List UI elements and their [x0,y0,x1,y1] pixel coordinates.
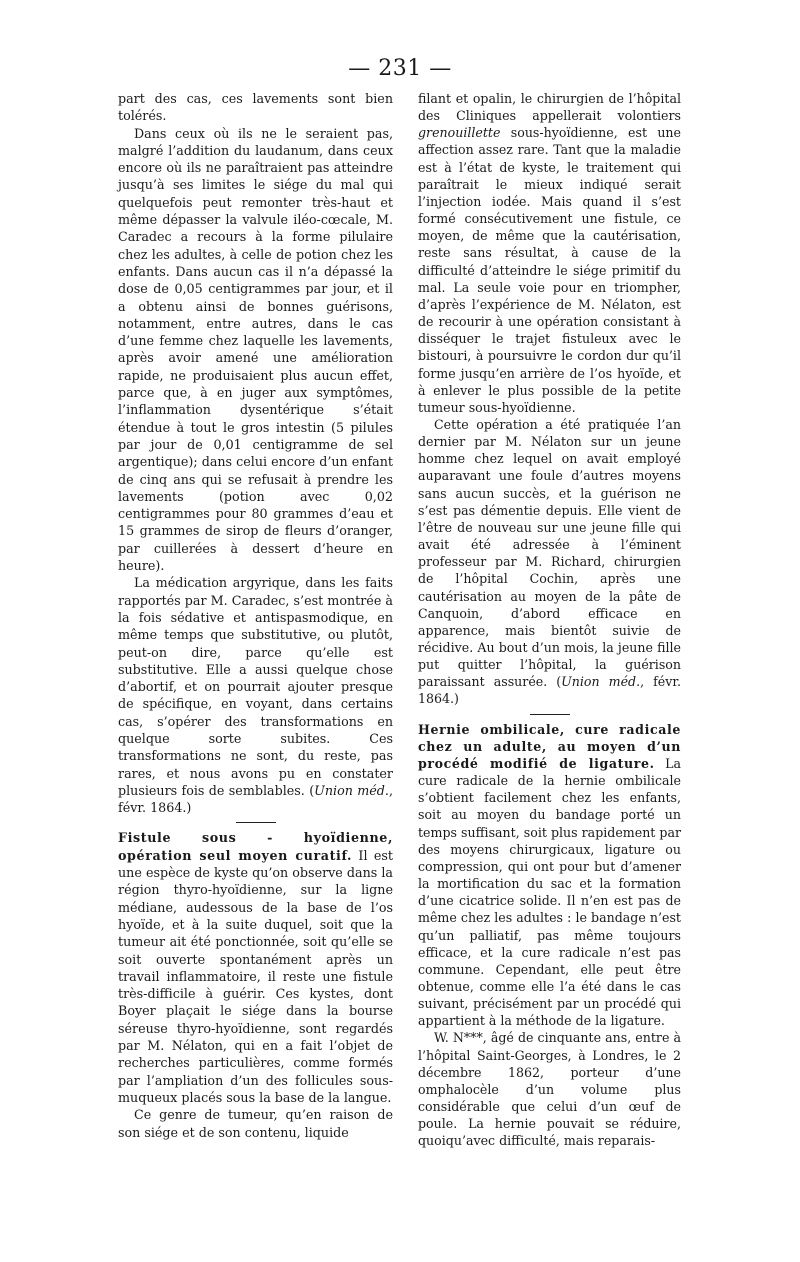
paragraph [418,721,681,1030]
paragraph: Ce genre de tumeur, qu’en raison de son siége et de son contenu, liquide [118,1107,393,1140]
paragraph-text: sous-hyoïdienne, est une affection assez rare. Tant que la maladie est à l’état de kyste, le traitement qui paraîtrait le mieux indiqué serait l’injection iodée. Mais quand il s’est formé consécutivement une fistule, ce moyen, de même que la cautérisation, reste sans résultat, à cause de la difficulté d’atteindre le siége primitif du mal. La seule voie pour en triompher, d’après l’expérience de M. Nélaton, est de recourir à une opération consistant à disséquer le trajet fistuleux avec le bistouri, à poursuivre le cordon dur qu’il forme jusqu’en arrière de l’os hyoïde, et à enlever le plus possible de la petite tumeur sous-hyoïdienne. [418,125,681,415]
section-heading: Hernie ombilicale, cure radicale chez un adulte, au moyen d’un procédé modifié de ligature. [418,721,681,771]
journal-source: Union méd. [314,782,389,798]
paragraph: part des cas, ces lavements sont bien tolérés. [118,91,393,124]
paragraph [418,416,681,708]
citation-date: , févr. 1864.) [118,782,393,816]
italic-term: grenouillette [418,125,501,141]
page-number: — 231 — [348,56,452,81]
paragraph-text: La médication argyrique, dans les faits rapportés par M. Caradec, s’est montrée à la fois sédative et antispasmodique, en même temps que substitutive, ou plutôt, peut-on dire, parce qu’elle est substitutive. Elle a aussi quelque chose d’abortif, et on pourrait ajouter presque de spécifique, en voyant, dans certains cas, s’opérer des transformations en quelque sorte subites. Ces transformations ne sont, du reste, pas rares, et nous avons pu en constater plusieurs fois de semblables. ( [118,575,393,798]
section-heading: Fistule sous - hyoïdienne, opération seul moyen curatif. [118,830,393,863]
paragraph: W. N***, âgé de cinquante ans, entre à l’hôpital Saint-Georges, à Londres, le 2 décembre 1862, porteur d’une omphalocèle d’un volume plus considérable que celui d’un œuf de poule. La hernie pouvait se réduire, quoiqu’avec difficulté, mais reparais- [418,1030,681,1149]
paragraph [118,829,393,1106]
paragraph-text: filant et opalin, le chirurgien de l’hôpital des Cliniques appellerait volontiers [418,91,681,124]
paragraph [118,574,393,816]
journal-source: Union méd. [561,674,641,690]
citation-date: , févr. 1864.) [418,674,681,707]
paragraph-text: Il est une espèce de kyste qu’on observe dans la région thyro-hyoïdienne, sur la ligne médiane, audessous de la base de l’os hyoïde, et à la suite duquel, soit que la tumeur ait été ponctionnée, soit qu’elle se soit ouverte spontanément après un travail inflammatoire, il reste une fistule très-difficile à guérir. Ces kystes, dont Boyer plaçait le siége dans la bourse séreuse thyro-hyoïdienne, sont regardés par M. Nélaton, qui en a fait l’objet de recherches particulières, comme formés par l’ampliation d’un des follicules sous-muqueux placés sous la base de la langue. [118,847,393,1105]
paragraph: Dans ceux où ils ne le seraient pas, malgré l’addition du laudanum, dans ceux encore où ils ne paraîtraient pas atteindre jusqu’à ses limites le siége du mal qui quelquefois peut remonter très-haut et même dépasser la valvule iléo-cœcale, M. Caradec a recours à la forme pilulaire chez les adultes, à celle de potion chez les enfants. Dans aucun cas il n’a dépassé la dose de 0,05 centigrammes par jour, et il a obtenu ainsi de bonnes guérisons, notamment, entre autres, dans le cas d’une femme chez laquelle les lavements, après avoir amené une amélioration rapide, ne produisaient plus aucun effet, parce que, à en juger aux symptômes, l’inflammation dysentérique s’était étendue à tout le gros intestin (5 pilules par jour de 0,01 centigramme de sel argentique); dans celui encore d’un enfant de cinq ans qui se refusait à prendre les lavements (potion avec 0,02 centigrammes pour 80 grammes d’eau et 15 grammes de sirop de fleurs d’oranger, par cuillerées à dessert d’heure en heure). [118,125,393,574]
section-divider [236,822,276,823]
paragraph [418,90,681,416]
right-column [418,90,681,1150]
paragraph-text: Cette opération a été pratiquée l’an dernier par M. Nélaton sur un jeune homme chez lequel on avait employé auparavant une foule d’autres moyens sans aucun succès, et la guérison ne s’est pas démentie depuis. Elle vient de l’être de nouveau sur une jeune fille qui avait été adressée à l’éminent professeur par M. Richard, chirurgien de l’hôpital Cochin, après une cautérisation au moyen de la pâte de Canquoin, d’abord efficace en apparence, mais bientôt suivie de récidive. Au bout d’un mois, la jeune fille put quitter l’hôpital, la guérison paraissant assurée. ( [418,416,681,690]
left-column [118,90,393,1141]
paragraph-text: La cure radicale de la hernie ombilicale s’obtient facilement chez les enfants, soit au moyen du bandage porté un temps suffisant, soit plus rapidement par des moyens chirurgicaux, ligature ou compression, qui ont pour but d’amener la mortification du sac et la formation d’une cicatrice solide. Il n’en est pas de même chez les adultes : le bandage n’est qu’un palliatif, pas même toujours efficace, et la cure radicale n’est pas commune. Cependant, elle peut être obtenue, comme elle l’a été dans le cas suivant, précisément par un procédé qui appartient à la méthode de la ligature. [418,755,681,1029]
section-divider [530,714,570,715]
